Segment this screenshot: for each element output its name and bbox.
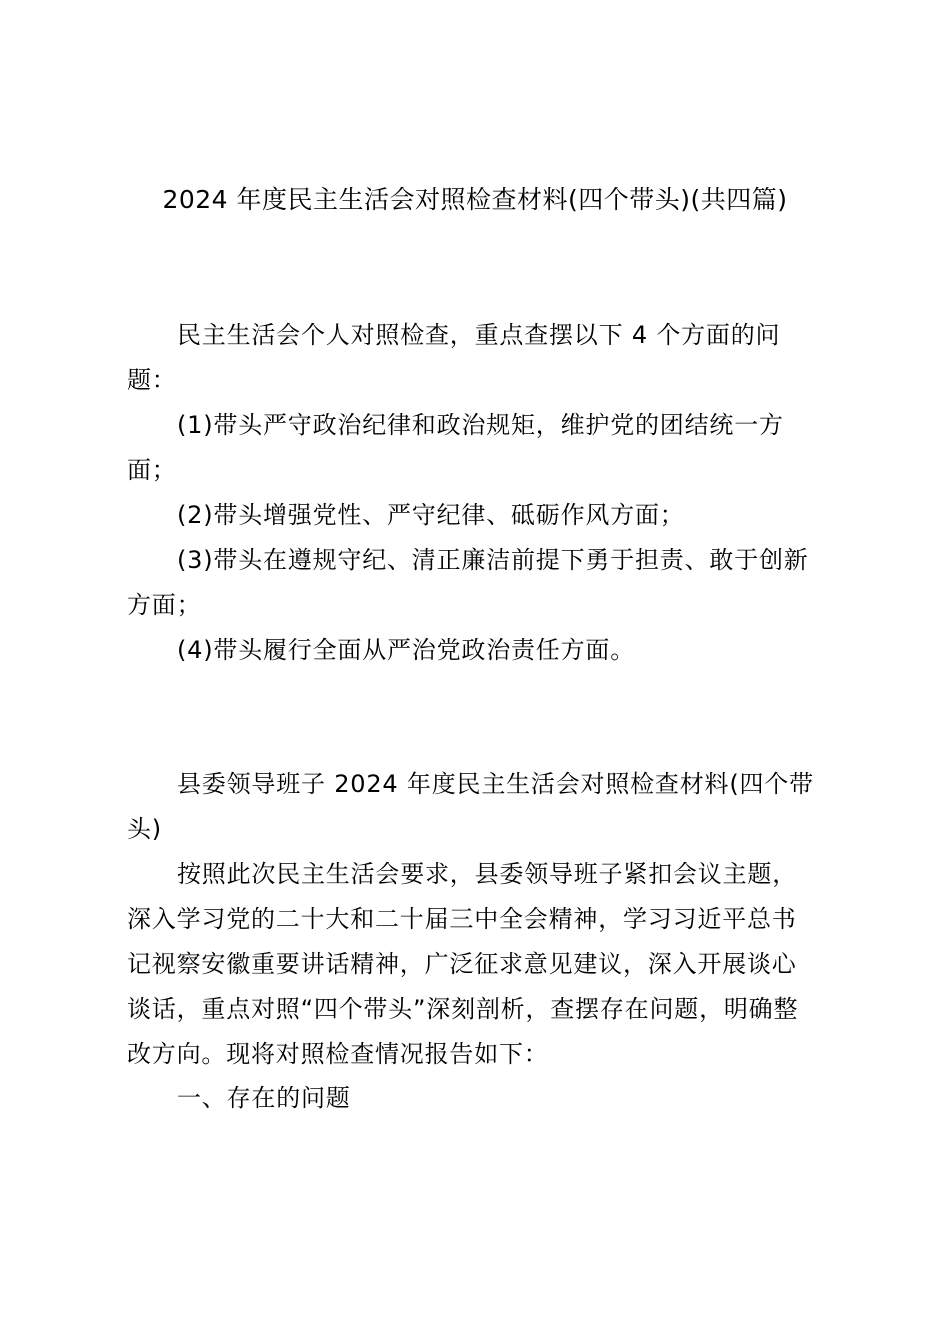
body-line: 按照此次民主生活会要求，县委领导班子紧扣会议主题， — [177, 860, 797, 888]
body-line: 谈话，重点对照“四个带头”深刻剖析，查摆存在问题，明确整 — [127, 995, 799, 1023]
intro-line: (1)带头严守政治纪律和政治规矩，维护党的团结统一方 — [177, 411, 784, 439]
intro-line: 方面； — [127, 591, 202, 619]
body-line: 改方向。现将对照检查情况报告如下： — [127, 1040, 549, 1068]
body-line: 深入学习党的二十大和二十届三中全会精神，学习习近平总书 — [127, 905, 797, 933]
intro-line: 面； — [127, 456, 177, 484]
intro-line: 民主生活会个人对照检查，重点查摆以下 4 个方面的问 — [177, 321, 781, 349]
body-line: 记视察安徽重要讲话精神，广泛征求意见建议，深入开展谈心 — [127, 950, 797, 978]
intro-line: 题： — [127, 366, 177, 394]
heading-existing-problems: 一、存在的问题 — [177, 1084, 351, 1112]
intro-line: (2)带头增强党性、严守纪律、砥砺作风方面； — [177, 501, 685, 529]
intro-line: (4)带头履行全面从严治党政治责任方面。 — [177, 636, 635, 664]
section-title-line: 头) — [127, 815, 162, 843]
section-title-line: 县委领导班子 2024 年度民主生活会对照检查材料(四个带 — [177, 770, 814, 798]
document-title: 2024 年度民主生活会对照检查材料(四个带头)(共四篇) — [162, 185, 788, 214]
intro-line: (3)带头在遵规守纪、清正廉洁前提下勇于担责、敢于创新 — [177, 546, 809, 574]
